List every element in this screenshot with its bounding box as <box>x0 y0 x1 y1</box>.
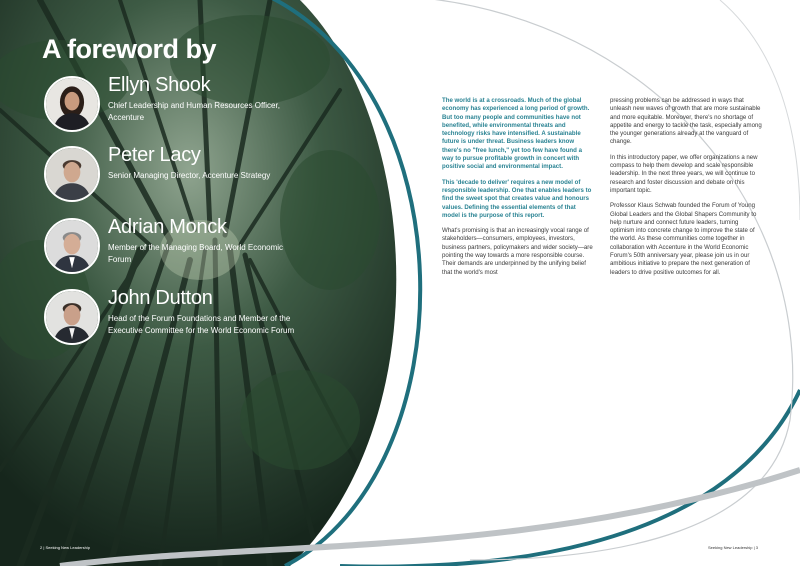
portrait-photo-icon <box>46 78 98 130</box>
text-column-right <box>610 97 762 284</box>
body-paragraph: Professor Klaus Schwab founded the Forum of Young Global Leaders and the Global Shapers Community to help nurture and connect future leaders, turning optimism into concrete change to improve the state of the world. As these communities come together in collaboration with Accenture in the World Economic Forum's 50th anniversary year, please join us in our ambitious initiative to prepare the next generation of leaders to drive positive outcomes for all. <box>610 202 757 276</box>
person-role: Senior Managing Director, Accenture Strategy <box>108 171 271 180</box>
person-name: Adrian Monck <box>108 216 227 238</box>
footer-right: Seeking New Leadership | 3 <box>708 545 758 550</box>
person-ellyn-shook <box>44 76 304 154</box>
decade-paragraph: This 'decade to deliver' requires a new model of responsible leadership. One that enables leaders to find the sweet spot that creates value and honours values. Defining the essential elements of that model is the purpose of this report. <box>442 178 592 219</box>
body-paragraph: In this introductory paper, we offer organizations a new compass to help them develop and scale responsible leadership. In the next three years, we will continue to research and foster discussion and debate on this important topic. <box>610 153 758 194</box>
footer-left: 2 | Seeking New Leadership <box>40 545 90 550</box>
person-name: Ellyn Shook <box>108 74 211 96</box>
person-role: Member of the Managing Board, World Economic Forum <box>108 243 284 264</box>
person-role: Chief Leadership and Human Resources Officer, Accenture <box>108 101 280 122</box>
person-john-dutton <box>44 289 304 367</box>
text-column-left <box>442 97 594 284</box>
avatar <box>44 218 100 274</box>
avatar <box>44 146 100 202</box>
person-peter-lacy <box>44 146 304 224</box>
body-paragraph: What's promising is that an increasingly vocal range of stakeholders—consumers, employees, investors, business partners, policymakers and wider society—are pointing the way towards a more responsible course. Their demands are underpinned by the unifying belief that the world's most <box>442 227 593 276</box>
person-name: John Dutton <box>108 287 213 309</box>
intro-paragraph: The world is at a crossroads. Much of the global economy has experienced a long period of growth. But too many people and communities have not benefited, while environmental threats and technology risks have intensified. A sustainable future is under threat. Business leaders know there's no "free lunch," yet too few have found a way to pursue profitable growth in concert with positive social and environmental impact. <box>442 97 590 171</box>
page-title: A foreword by <box>42 34 217 64</box>
person-adrian-monck <box>44 218 304 296</box>
person-role: Head of the Forum Foundations and Member of the Executive Committee for the World Economic Forum <box>108 314 295 335</box>
avatar <box>44 289 100 345</box>
person-name: Peter Lacy <box>108 144 201 166</box>
body-paragraph: pressing problems can be addressed in ways that unleash new waves of growth that are more sustainable and more equitable. Moreover, there's no shortage of appetite and energy to tackle the task, especially among the younger generations already at the vanguard of change. <box>610 97 762 146</box>
avatar <box>44 76 100 132</box>
portrait-photo-icon <box>46 148 98 200</box>
portrait-photo-icon <box>46 291 98 343</box>
portrait-photo-icon <box>46 220 98 272</box>
